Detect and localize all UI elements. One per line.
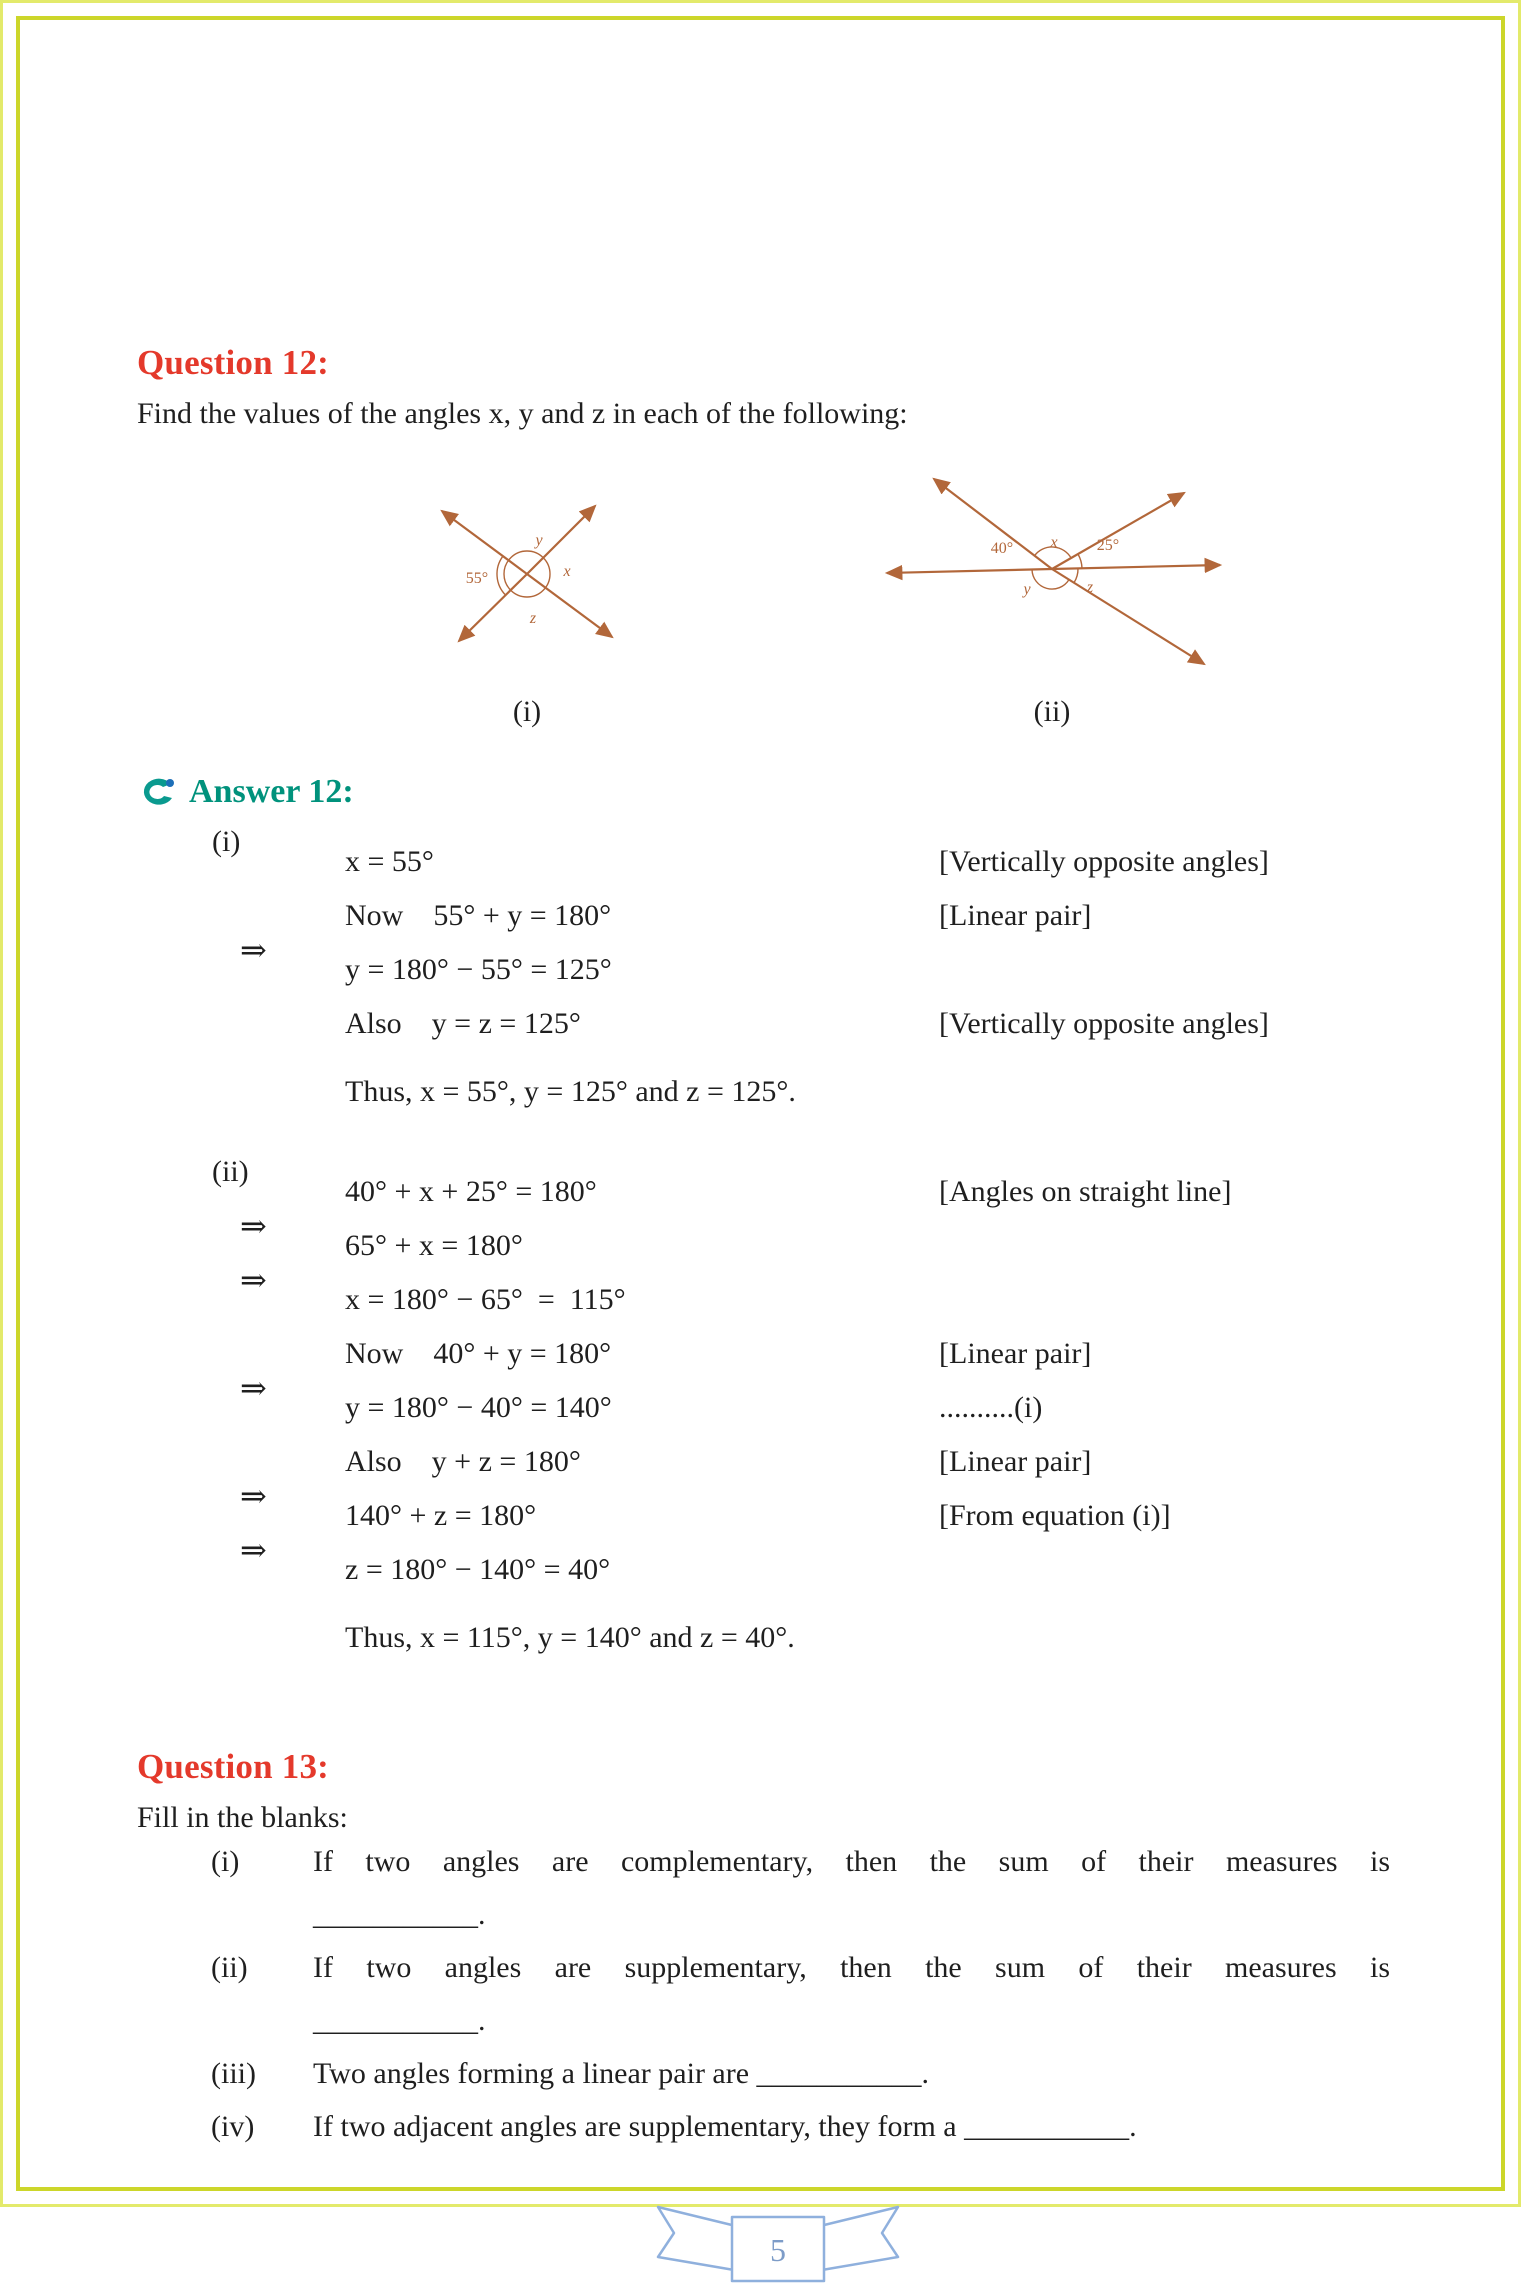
item-label: (ii) xyxy=(211,1951,248,1984)
answer-line xyxy=(212,1155,1418,1209)
angle-label-25: 25° xyxy=(1096,537,1120,554)
question-12-prompt: Find the values of the angles x, y and z in each of the following: xyxy=(137,397,908,430)
answer-line xyxy=(212,879,1418,933)
angle-arc-y xyxy=(1032,570,1069,590)
ray-lower-right xyxy=(1052,569,1204,664)
answer-line xyxy=(212,825,1418,879)
item-text: If two angles are supplementary, then the sum of their measures is xyxy=(313,1951,1390,1984)
figure-angles-1 xyxy=(367,449,687,729)
answer-line xyxy=(212,1371,1418,1425)
angle-arc-z xyxy=(1074,568,1078,582)
item-text: If two angles are complementary, then the sum of their measures is xyxy=(313,1845,1390,1878)
ray-upper-right xyxy=(1052,493,1184,569)
equation: x = 180° − 65° = 115° xyxy=(345,1283,626,1316)
blank-item xyxy=(211,1835,1418,1941)
ribbon-banner xyxy=(628,2197,928,2293)
answer-line xyxy=(212,1263,1418,1317)
angle-label-y: y xyxy=(1023,581,1031,598)
figure-1-drawing xyxy=(367,449,687,689)
answer-line xyxy=(212,1425,1418,1479)
equation: Now 55° + y = 180° xyxy=(345,899,612,932)
equation: Thus, x = 55°, y = 125° and z = 125°. xyxy=(345,1075,796,1108)
answer-line xyxy=(212,1209,1418,1263)
blank-item xyxy=(211,2047,1418,2100)
figure-1-caption: (i) xyxy=(512,695,542,728)
reason-note: [Linear pair] xyxy=(939,1337,1092,1370)
reason-note: [Vertically opposite angles] xyxy=(939,845,1269,878)
answer-line xyxy=(212,1317,1418,1371)
equation: Now 40° + y = 180° xyxy=(345,1337,612,1370)
reason-note: ..........(i) xyxy=(939,1391,1043,1424)
implies-arrow: ⇒ xyxy=(240,932,267,968)
blank-item xyxy=(211,1941,1418,2047)
angle-label-x: x xyxy=(563,563,571,580)
part-label: (ii) xyxy=(212,1155,249,1188)
equation: Thus, x = 115°, y = 140° and z = 40°. xyxy=(345,1621,795,1654)
equation: z = 180° − 140° = 40° xyxy=(345,1553,611,1586)
blank-line: ___________. xyxy=(313,2004,486,2037)
implies-arrow: ⇒ xyxy=(240,1262,267,1298)
ray-upper-left xyxy=(442,511,527,574)
item-label: (iv) xyxy=(211,2110,255,2143)
implies-arrow: ⇒ xyxy=(240,1478,267,1514)
equation: Also y + z = 180° xyxy=(345,1445,581,1478)
implies-arrow: ⇒ xyxy=(240,1208,267,1244)
answer-line xyxy=(212,1055,1418,1109)
question-12-heading: Question 12: xyxy=(137,343,329,382)
page-content xyxy=(3,343,1518,2293)
answer-12-heading-row xyxy=(137,773,1418,811)
brand-logo-icon xyxy=(137,774,179,810)
question-13-section xyxy=(137,1747,1418,2153)
figure-2-caption: (ii) xyxy=(1033,695,1071,728)
answer-line xyxy=(212,1479,1418,1533)
answer-part-2 xyxy=(212,1155,1418,1655)
equation: y = 180° − 40° = 140° xyxy=(345,1391,612,1424)
angle-arc-25 xyxy=(1078,554,1082,568)
item-text: Two angles forming a linear pair are ___________. xyxy=(313,2057,930,2090)
figures-row xyxy=(137,449,1418,751)
figure-angles-2 xyxy=(872,449,1232,729)
reason-note: [Linear pair] xyxy=(939,1445,1092,1478)
page-ribbon xyxy=(137,2197,1418,2293)
angle-label-y: y xyxy=(535,532,543,549)
ray-right xyxy=(1052,565,1220,569)
question-13-heading: Question 13: xyxy=(137,1747,329,1786)
blank-line: ___________. xyxy=(313,1898,486,1931)
angle-label-z: z xyxy=(1086,579,1094,596)
angle-label-55: 55° xyxy=(465,570,489,587)
angle-label-z: z xyxy=(529,610,537,627)
answer-12-heading: Answer 12: xyxy=(189,773,354,810)
blank-item xyxy=(211,2100,1418,2153)
equation: x = 55° xyxy=(345,845,434,878)
reason-note: [From equation (i)] xyxy=(939,1499,1171,1532)
figure-2-drawing xyxy=(872,449,1232,689)
answer-line xyxy=(212,1533,1418,1587)
ray-left xyxy=(887,569,1052,573)
equation: 140° + z = 180° xyxy=(345,1499,537,1532)
reason-note: [Angles on straight line] xyxy=(939,1175,1232,1208)
part-label: (i) xyxy=(212,825,241,858)
item-label: (i) xyxy=(211,1845,240,1878)
answer-part-1 xyxy=(212,825,1418,1109)
ribbon-right-wing xyxy=(816,2207,898,2271)
angle-label-x: x xyxy=(1050,534,1058,551)
ray-lower-right xyxy=(527,574,612,637)
implies-arrow: ⇒ xyxy=(240,1370,267,1406)
page-number: 5 xyxy=(769,2232,786,2268)
answer-line xyxy=(212,987,1418,1041)
equation: y = 180° − 55° = 125° xyxy=(345,953,612,986)
item-label: (iii) xyxy=(211,2057,256,2090)
equation: Also y = z = 125° xyxy=(345,1007,581,1040)
equation: 40° + x + 25° = 180° xyxy=(345,1175,597,1208)
reason-note: [Linear pair] xyxy=(939,899,1092,932)
implies-arrow: ⇒ xyxy=(240,1532,267,1568)
fill-blanks-prompt: Fill in the blanks: xyxy=(137,1801,348,1834)
item-text: If two adjacent angles are supplementary, they form a ___________. xyxy=(313,2110,1137,2143)
answer-line xyxy=(212,1601,1418,1655)
equation: 65° + x = 180° xyxy=(345,1229,523,1262)
answer-line xyxy=(212,933,1418,987)
angle-label-40: 40° xyxy=(990,540,1014,557)
ribbon-left-wing xyxy=(658,2207,740,2271)
reason-note: [Vertically opposite angles] xyxy=(939,1007,1269,1040)
